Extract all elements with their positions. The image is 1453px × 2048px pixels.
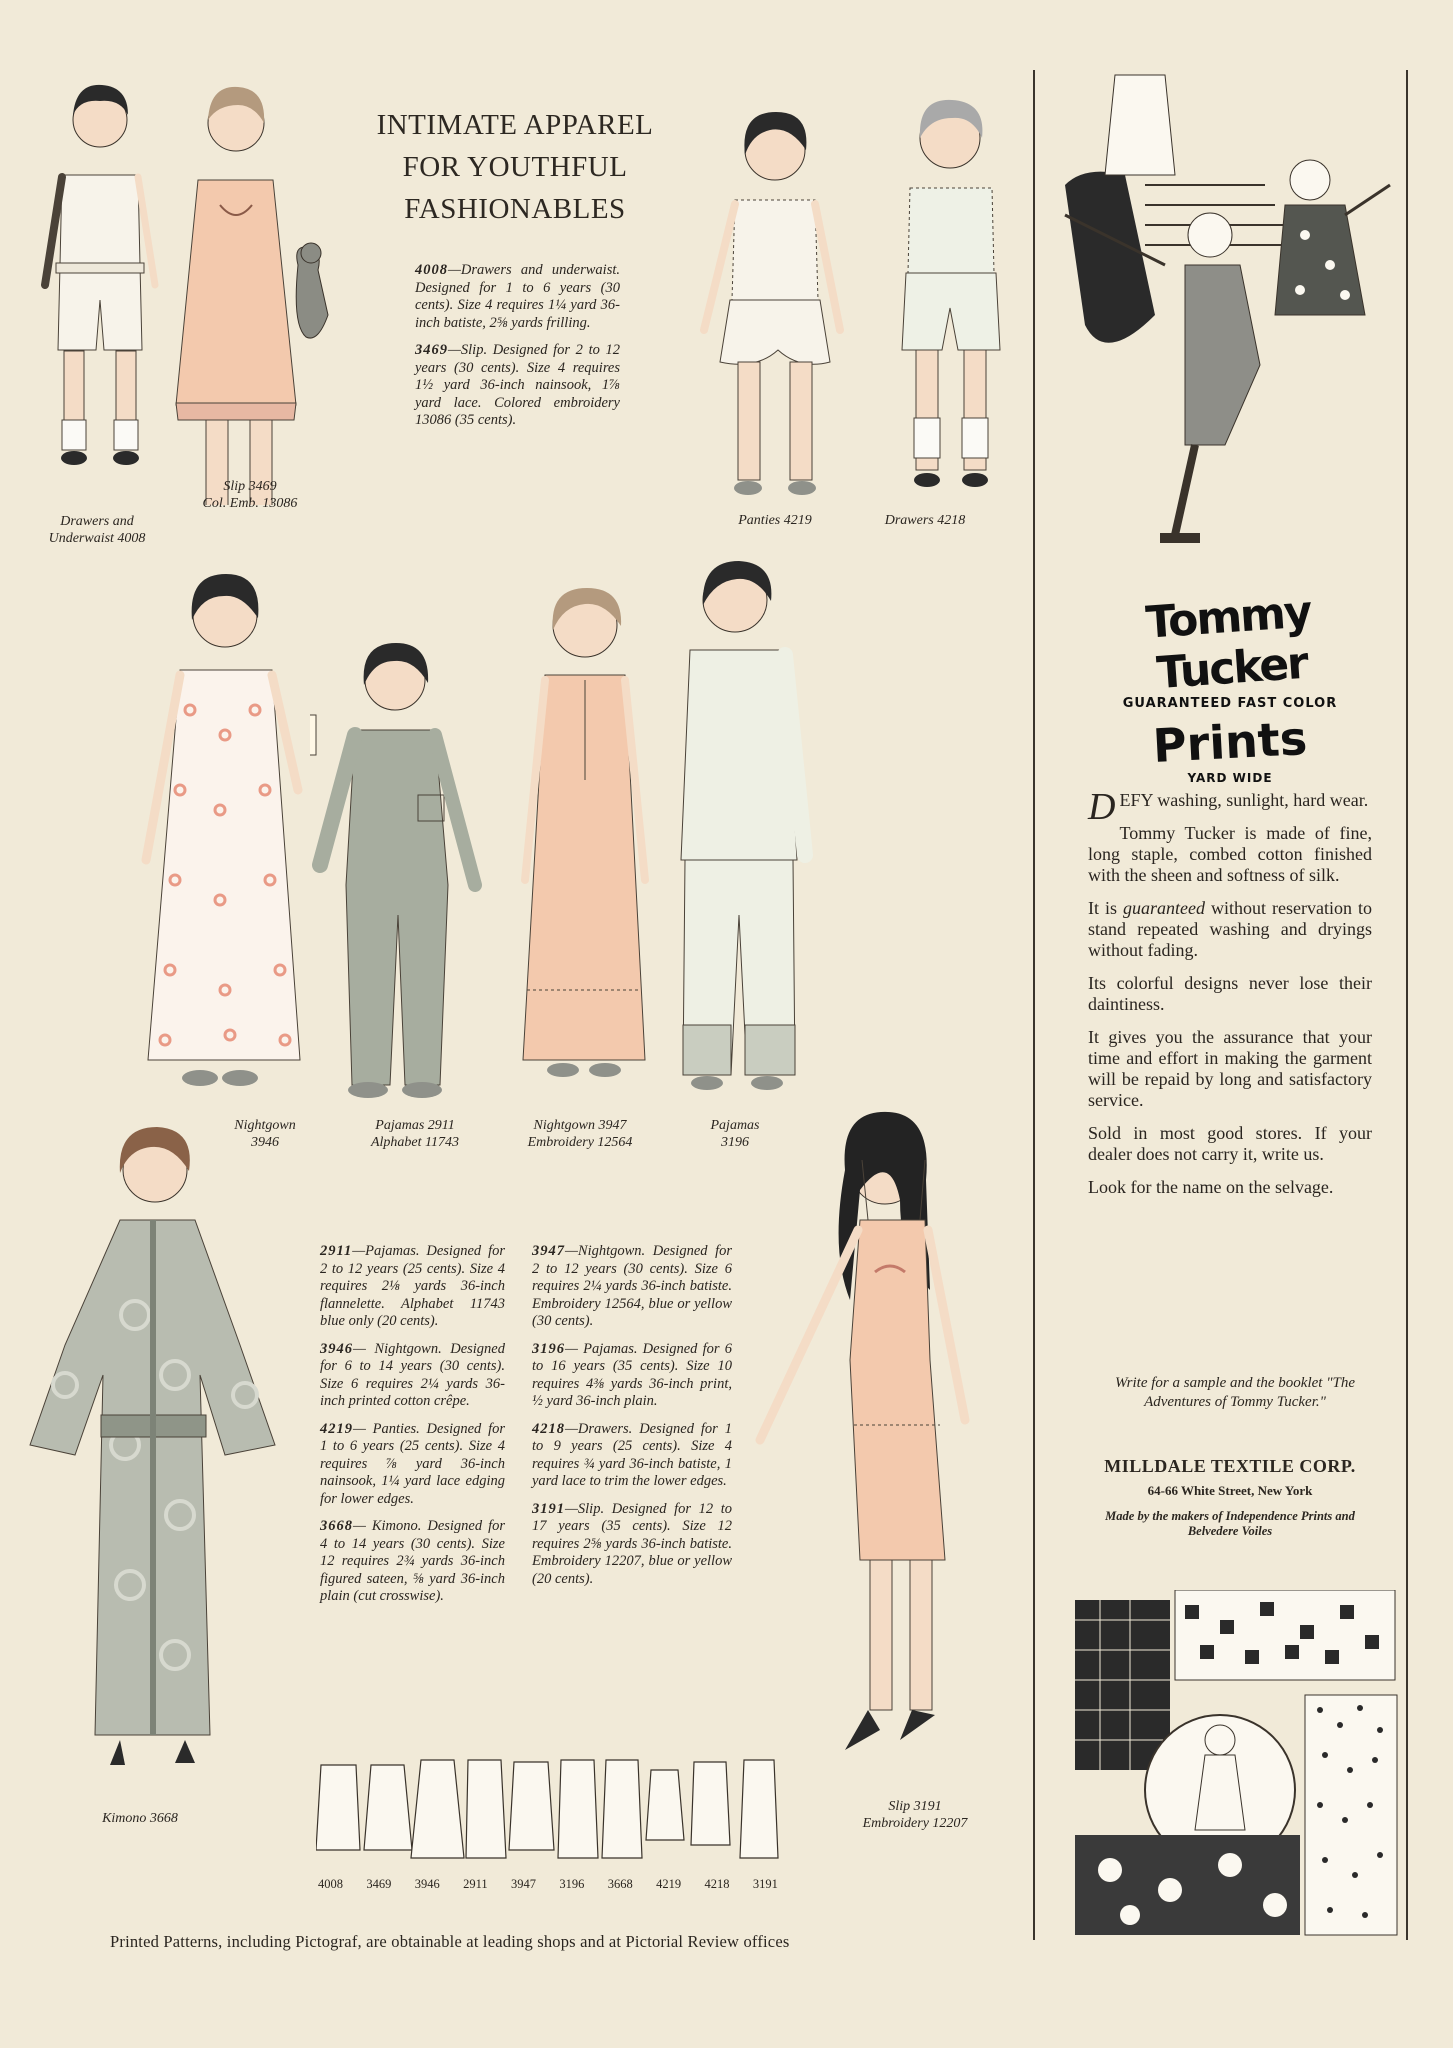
caption-drawers-4218: Drawers 4218 xyxy=(884,513,966,528)
ad-para-3: It is guaranteed without reservation to stand repeated washing and dryings without fading. xyxy=(1088,898,1372,960)
desc-3947: 3947—Nightgown. Designed for 2 to 12 years (30 cents). Size 6 requires 2¼ yards 36-inch batiste. Embroidery 12564, blue or yellow (30 cents). xyxy=(532,1243,732,1329)
desc-2911: 2911—Pajamas. Designed for 2 to 12 years (25 cents). Size 4 requires 2⅛ yards 36-inch flannelette. Alphabet 11743 blue only (20 cents). xyxy=(320,1243,505,1329)
ad-para-2: Tommy Tucker is made of fine, long staple, combed cotton finished with the sheen and softness of silk. xyxy=(1088,823,1372,885)
pattern-number: 3196 xyxy=(559,1877,585,1891)
brand-tagline: GUARANTEED FAST COLOR xyxy=(1122,696,1338,711)
caption-kimono-3668: Kimono 3668 xyxy=(102,1811,178,1826)
figure-kimono-3668 xyxy=(25,1115,300,1805)
descriptions-right-column xyxy=(532,1243,732,1598)
figure-slip-3191 xyxy=(750,1100,1030,1780)
pattern-number: 3946 xyxy=(414,1877,440,1891)
corp-name: MILLDALE TEXTILE CORP. xyxy=(1104,1456,1356,1476)
footer-note: Printed Patterns, including Pictograf, are obtainable at leading shops and at Pictorial Review offices xyxy=(110,1932,790,1951)
ad-para-5: It gives you the assurance that your time and effort in making the garment will be repaid by long and satisfactory service. xyxy=(1088,1027,1372,1110)
ad-para-6: Sold in most good stores. If your dealer does not carry it, write us. xyxy=(1088,1123,1372,1164)
page-headline xyxy=(330,104,700,230)
caption-pajamas-3196: Pajamas 3196 xyxy=(710,1118,760,1150)
caption-nightgown-3946: Nightgown 3946 xyxy=(234,1118,296,1150)
desc-4008: 4008—Drawers and underwaist. Designed for 1 to 6 years (30 cents). Size 4 requires 1¼ yard 36-inch batiste, 2⅝ yards frilling. xyxy=(415,262,620,331)
brand-name: Tommy Tucker xyxy=(1144,586,1313,700)
ad-para-7: Look for the name on the selvage. xyxy=(1088,1177,1334,1197)
ad-body-copy xyxy=(1088,786,1372,1210)
ad-write-for-sample: Write for a sample and the booklet "The Adventures of Tommy Tucker." xyxy=(1114,1375,1356,1410)
caption-pajamas-2911: Pajamas 2911 Alphabet 11743 xyxy=(370,1118,459,1150)
caption-drawers-4008: Drawers and Underwaist 4008 xyxy=(48,514,146,546)
top-descriptions xyxy=(415,262,620,440)
ad-brand-logo xyxy=(1080,586,1380,785)
ad-border-right xyxy=(1406,70,1408,1940)
ad-fabric-swatches xyxy=(1070,1590,1400,1940)
desc-3196: 3196— Pajamas. Designed for 6 to 16 years (35 cents). Size 10 requires 4⅜ yards 36-inch print, ½ yard 36-inch plain. xyxy=(532,1340,732,1409)
figure-pajamas-3196 xyxy=(665,555,815,1105)
pattern-number: 3668 xyxy=(607,1877,633,1891)
pattern-number: 3469 xyxy=(366,1877,392,1891)
caption-panties-4219: Panties 4219 xyxy=(738,513,812,528)
pattern-pictograf-strip xyxy=(316,1750,786,1865)
figure-drawers-4218 xyxy=(880,88,1020,508)
brand-prints: Prints xyxy=(1151,710,1309,774)
headline-line-2: FOR YOUTHFUL xyxy=(402,151,628,183)
figure-slip-3469 xyxy=(168,75,358,505)
ad-corporation xyxy=(1080,1456,1380,1539)
descriptions-left-column xyxy=(320,1243,505,1616)
brand-yard-wide: YARD WIDE xyxy=(1187,771,1273,785)
pattern-number: 3191 xyxy=(752,1877,778,1891)
desc-4219: 4219— Panties. Designed for 1 to 6 years (25 cents). Size 4 requires ⅞ yard 36-inch nainsook, 1¼ yard lace edging for lower edges. xyxy=(320,1420,505,1507)
figure-nightgown-3946 xyxy=(130,560,310,1140)
caption-slip-3469: Slip 3469 Col. Emb. 13086 xyxy=(202,479,298,511)
corp-note: Made by the makers of Independence Prints and Belvedere Voiles xyxy=(1105,1509,1355,1538)
ad-illustration-children-skating xyxy=(1045,65,1400,585)
figure-nightgown-3947 xyxy=(505,580,655,1090)
pattern-number: 4218 xyxy=(704,1877,730,1891)
desc-4218: 4218—Drawers. Designed for 1 to 9 years (25 cents). Size 4 requires ¾ yard 36-inch batiste, 1 yard lace to trim the lower edges. xyxy=(532,1420,732,1489)
headline-line-3: FASHIONABLES xyxy=(404,193,626,225)
pattern-numbers-row xyxy=(318,1877,778,1892)
headline-line-1: INTIMATE APPAREL xyxy=(376,109,654,141)
pattern-number: 2911 xyxy=(463,1877,488,1891)
figure-pajamas-2911 xyxy=(310,635,500,1105)
pattern-number: 3947 xyxy=(511,1877,537,1891)
desc-3191: 3191—Slip. Designed for 12 to 17 years (35 cents). Size 12 requires 2⅝ yards 36-inch batiste. Embroidery 12207, blue or yellow (20 cents). xyxy=(532,1500,732,1587)
corp-address: 64-66 White Street, New York xyxy=(1147,1483,1313,1498)
figure-panties-4219 xyxy=(690,100,860,510)
ad-dropcap: D xyxy=(1088,786,1116,828)
ad-para-4: Its colorful designs never lose their daintiness. xyxy=(1088,973,1372,1014)
caption-nightgown-3947: Nightgown 3947 Embroidery 12564 xyxy=(527,1118,633,1150)
figure-drawers-4008 xyxy=(40,75,160,505)
pattern-number: 4008 xyxy=(318,1877,343,1891)
caption-slip-3191: Slip 3191 Embroidery 12207 xyxy=(862,1799,968,1831)
ad-border-left xyxy=(1033,70,1035,1940)
ad-para-1: DEFY washing, sunlight, hard wear. xyxy=(1088,786,1369,828)
desc-3946: 3946— Nightgown. Designed for 6 to 14 years (30 cents). Size 6 requires 2¼ yards 36-inch printed cotton crêpe. xyxy=(320,1340,505,1409)
desc-3668: 3668— Kimono. Designed for 4 to 14 years (30 cents). Size 12 requires 2¾ yards 36-inch figured sateen, ⅝ yard 36-inch plain (cut crosswise). xyxy=(320,1518,505,1604)
desc-3469: 3469—Slip. Designed for 2 to 12 years (30 cents). Size 4 requires 1½ yard 36-inch nainsook, 1⅞ yard lace. Colored embroidery 13086 (35 cents). xyxy=(415,342,620,428)
pattern-number: 4219 xyxy=(656,1877,682,1891)
